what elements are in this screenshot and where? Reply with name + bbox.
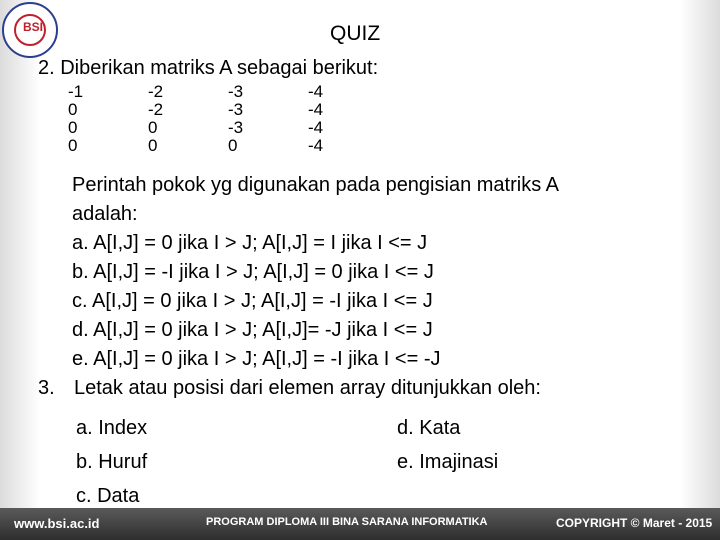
matrix-cell: 0 [228,136,238,155]
matrix-cell: -4 [308,118,324,137]
option-b: b. A[I,J] = -I jika I > J; A[I,J] = 0 jika I <= J [72,261,434,283]
question-2-prompt-cont: adalah: [72,203,138,225]
question-3-number: 3. [38,377,55,399]
matrix-a [68,83,388,155]
matrix-cell: 0 [68,136,78,155]
question-2-prompt: Perintah pokok yg digunakan pada pengisian matriks A [72,174,559,196]
matrix-cell: -3 [228,82,244,101]
answer-a: a. Index [76,417,148,439]
matrix-cell: -3 [228,118,244,137]
matrix-cell: -2 [148,82,164,101]
question-2: 2. Diberikan matriks A sebagai berikut: [38,57,379,79]
matrix-cell: 0 [148,118,158,137]
matrix-cell: -1 [68,82,84,101]
question-2-options [72,171,559,374]
matrix-row [68,101,388,119]
footer-program: PROGRAM DIPLOMA III BINA SARANA INFORMATIKA [206,516,488,528]
answer-d: d. Kata [397,417,461,439]
matrix-cell: -4 [308,136,324,155]
matrix-cell: 0 [68,100,78,119]
footer-copyright: COPYRIGHT © Maret - 2015 [556,516,713,530]
matrix-cell: -2 [148,100,164,119]
matrix-row [68,137,388,155]
footer-url: www.bsi.ac.id [14,516,100,531]
matrix-cell: 0 [148,136,158,155]
answer-c: c. Data [76,485,140,507]
matrix-cell: -4 [308,82,324,101]
question-3-text: Letak atau posisi dari elemen array ditunjukkan oleh: [74,377,541,399]
option-d: d. A[I,J] = 0 jika I > J; A[I,J]= -J jika I <= J [72,319,433,341]
matrix-cell: -3 [228,100,244,119]
question-3 [38,377,541,400]
bsi-logo [2,2,58,58]
option-c: c. A[I,J] = 0 jika I > J; A[I,J] = -I jika I <= J [72,290,433,312]
slide-title: QUIZ [330,22,381,45]
matrix-row [68,83,388,101]
answer-b: b. Huruf [76,451,148,473]
answers-left [76,411,147,513]
logo-text: BSI [23,20,44,34]
option-e: e. A[I,J] = 0 jika I > J; A[I,J] = -I jika I <= -J [72,348,441,370]
footer-bar [0,508,720,540]
answer-e: e. Imajinasi [397,451,499,473]
option-a: a. A[I,J] = 0 jika I > J; A[I,J] = I jika I <= J [72,232,428,254]
matrix-row [68,119,388,137]
matrix-cell: -4 [308,100,324,119]
answers-right [397,411,498,479]
matrix-cell: 0 [68,118,78,137]
